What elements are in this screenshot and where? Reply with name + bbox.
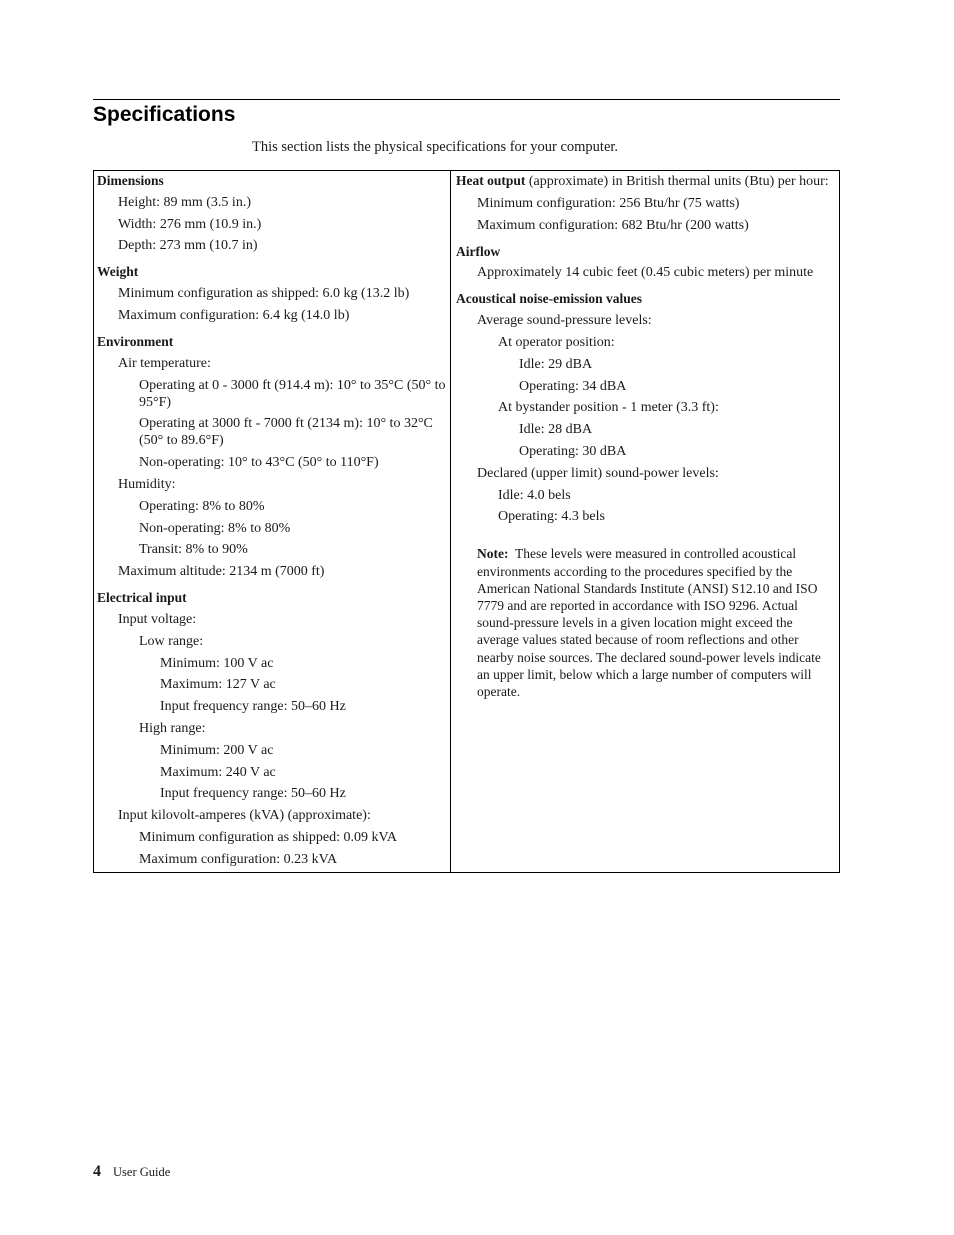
page-title: Specifications	[93, 103, 236, 126]
high-range-label: High range:	[139, 720, 206, 736]
humidity-label: Humidity:	[118, 476, 176, 492]
environment-heading: Environment	[97, 333, 174, 349]
heat-output-min: Minimum configuration: 256 Btu/hr (75 watts)	[477, 195, 740, 211]
electrical-heading: Electrical input	[97, 590, 187, 606]
height-value: Height: 89 mm (3.5 in.)	[118, 194, 251, 210]
acoustic-note	[456, 545, 835, 700]
air-temperature-label: Air temperature:	[118, 355, 211, 371]
note-label: Note:	[477, 546, 509, 562]
high-range-frequency: Input frequency range: 50–60 Hz	[160, 786, 346, 802]
electrical-section	[97, 589, 446, 868]
kva-min: Minimum configuration as shipped: 0.09 kVA	[139, 829, 397, 845]
weight-max: Maximum configuration: 6.4 kg (14.0 lb)	[118, 307, 350, 323]
low-range-max: Maximum: 127 V ac	[160, 677, 276, 693]
depth-value: Depth: 273 mm (10.7 in)	[118, 238, 258, 254]
bystander-position-label: At bystander position - 1 meter (3.3 ft):	[498, 400, 719, 416]
input-voltage-label: Input voltage:	[118, 611, 197, 627]
high-range-max: Maximum: 240 V ac	[160, 764, 276, 780]
operator-idle: Idle: 29 dBA	[519, 356, 593, 372]
heat-output-heading-rest: (approximate) in British thermal units (Btu) per hour:	[525, 174, 829, 189]
page-footer	[93, 1163, 170, 1181]
humidity-transit: Transit: 8% to 90%	[139, 542, 248, 558]
humidity-operating: Operating: 8% to 80%	[139, 498, 265, 514]
weight-section	[97, 263, 446, 324]
average-spl-label: Average sound-pressure levels:	[477, 313, 652, 329]
environment-section	[97, 333, 446, 580]
intro-text: This section lists the physical specifications for your computer.	[252, 139, 619, 155]
heat-output-max: Maximum configuration: 682 Btu/hr (200 watts)	[477, 217, 749, 233]
operating-high-altitude: Operating at 3000 ft - 7000 ft (2134 m): 10° to 32°C (50° to 89.6°F)	[139, 416, 433, 449]
note-text: These levels were measured in controlled acoustical environments according to the procedures specified by the American National Standards Institute (ANSI) S12.10 and ISO 7779 and are reported in accordance with ISO 9296. Actual sound-pressure levels in a given location might exceed the average values stated because of room reflections and other nearby noise sources. The declared sound-power levels indicate an upper limit, below which a large number of computers will operate.	[477, 546, 821, 699]
operator-position-label: At operator position:	[498, 334, 615, 350]
low-range-frequency: Input frequency range: 50–60 Hz	[160, 699, 346, 715]
dimensions-heading: Dimensions	[97, 173, 164, 188]
maximum-altitude: Maximum altitude: 2134 m (7000 ft)	[118, 564, 325, 580]
specifications-table	[93, 170, 840, 873]
heat-output-heading	[456, 172, 835, 190]
right-column	[451, 171, 839, 872]
airflow-value: Approximately 14 cubic feet (0.45 cubic meters) per minute	[477, 265, 814, 281]
footer-label: User Guide	[113, 1165, 171, 1179]
bystander-operating: Operating: 30 dBA	[519, 443, 627, 459]
humidity-non-operating: Non-operating: 8% to 80%	[139, 520, 291, 536]
dimensions-section	[97, 172, 446, 254]
declared-power-label: Declared (upper limit) sound-power levels:	[477, 465, 719, 481]
low-range-min: Minimum: 100 V ac	[160, 655, 274, 671]
airflow-heading: Airflow	[456, 243, 501, 259]
non-operating-temperature: Non-operating: 10° to 43°C (50° to 110°F)	[139, 455, 379, 471]
operating-low-altitude: Operating at 0 - 3000 ft (914.4 m): 10° to 35°C (50° to 95°F)	[139, 377, 446, 410]
high-range-min: Minimum: 200 V ac	[160, 742, 274, 758]
bystander-idle: Idle: 28 dBA	[519, 422, 593, 438]
airflow-section	[456, 243, 835, 282]
declared-idle: Idle: 4.0 bels	[498, 487, 571, 503]
weight-min: Minimum configuration as shipped: 6.0 kg (13.2 lb)	[118, 286, 410, 302]
title-rule	[93, 99, 840, 100]
left-column	[94, 171, 451, 872]
heat-output-heading-bold: Heat output	[456, 173, 526, 188]
width-value: Width: 276 mm (10.9 in.)	[118, 216, 262, 232]
kva-max: Maximum configuration: 0.23 kVA	[139, 851, 338, 867]
declared-operating: Operating: 4.3 bels	[498, 509, 605, 525]
acoustic-section	[456, 290, 835, 525]
operator-operating: Operating: 34 dBA	[519, 378, 627, 394]
heat-output-section	[456, 172, 835, 234]
kva-label: Input kilovolt-amperes (kVA) (approximate):	[118, 808, 371, 824]
weight-heading: Weight	[97, 264, 139, 280]
low-range-label: Low range:	[139, 633, 204, 649]
acoustic-heading: Acoustical noise-emission values	[456, 291, 643, 307]
page-number: 4	[93, 1163, 101, 1180]
